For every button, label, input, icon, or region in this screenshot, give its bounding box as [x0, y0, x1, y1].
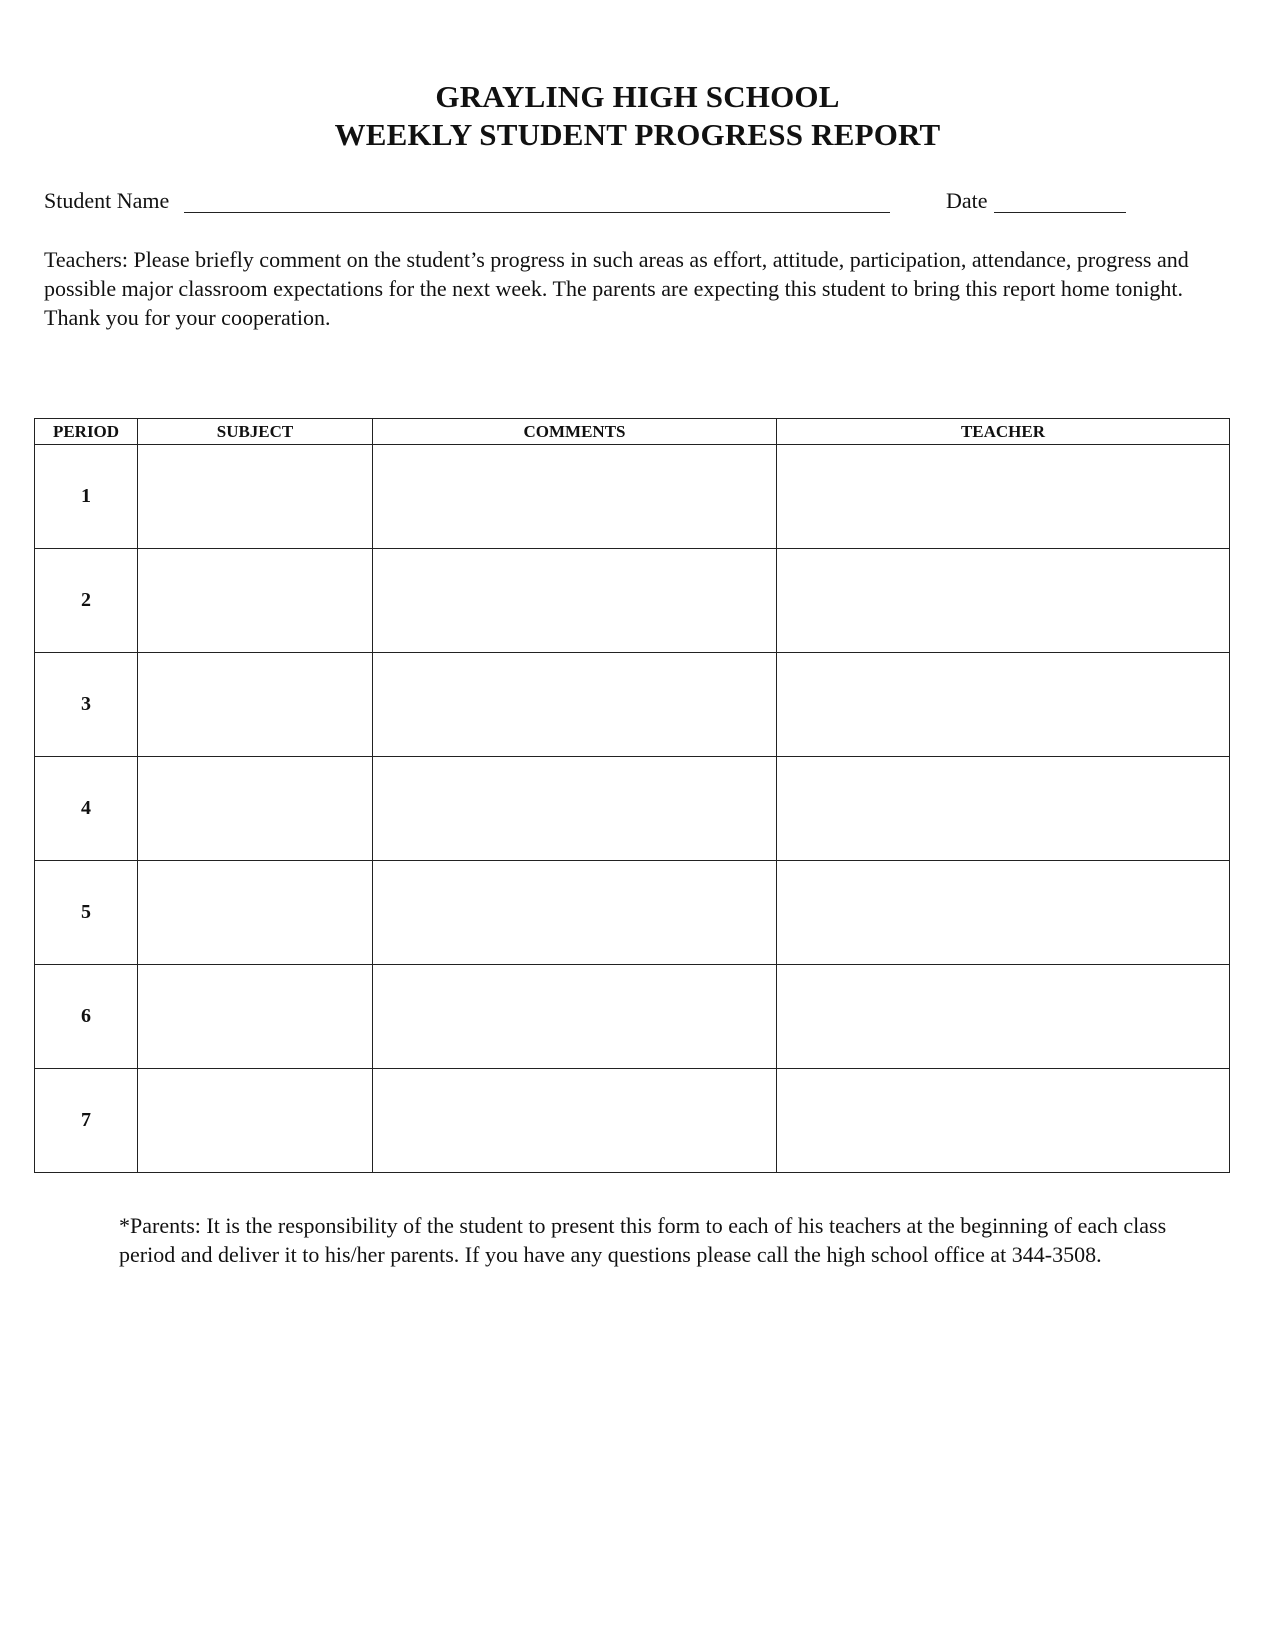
student-name-field[interactable] [184, 212, 890, 213]
subject-cell[interactable] [138, 1069, 373, 1173]
comments-cell[interactable] [373, 445, 777, 549]
school-name-heading: GRAYLING HIGH SCHOOL [435, 79, 840, 114]
parents-note: *Parents: It is the responsibility of the student to present this form to each of his teachers at the beginning of each class period and deliver it to his/her parents. If you have any questions please call the high school office at 344-3508. [119, 1213, 1167, 1267]
teacher-cell[interactable] [777, 965, 1230, 1069]
period-column-header: PERIOD [35, 419, 138, 445]
period-cell: 6 [35, 965, 138, 1069]
comments-column-header: COMMENTS [373, 419, 777, 445]
comments-cell[interactable] [373, 1069, 777, 1173]
table-header-row [35, 419, 1230, 445]
subject-cell[interactable] [138, 549, 373, 653]
table-row [35, 1069, 1230, 1173]
teacher-column-header: TEACHER [777, 419, 1230, 445]
comments-cell[interactable] [373, 653, 777, 757]
teacher-cell[interactable] [777, 445, 1230, 549]
subject-cell[interactable] [138, 757, 373, 861]
period-cell: 4 [35, 757, 138, 861]
period-cell: 3 [35, 653, 138, 757]
period-cell: 7 [35, 1069, 138, 1173]
date-field[interactable] [994, 212, 1126, 213]
table-row [35, 653, 1230, 757]
date-label: Date [946, 188, 988, 213]
table-row [35, 965, 1230, 1069]
subject-cell[interactable] [138, 653, 373, 757]
table-row [35, 445, 1230, 549]
teacher-cell[interactable] [777, 861, 1230, 965]
teacher-cell[interactable] [777, 549, 1230, 653]
subject-column-header: SUBJECT [138, 419, 373, 445]
teacher-cell[interactable] [777, 653, 1230, 757]
table-row [35, 861, 1230, 965]
comments-cell[interactable] [373, 861, 777, 965]
teacher-cell[interactable] [777, 757, 1230, 861]
table-row [35, 757, 1230, 861]
teacher-instructions: Teachers: Please briefly comment on the student’s progress in such areas as effort, attitude, participation, attendance, progress and possible major classroom expectations for the next week. The parents are expecting this student to bring this report home tonight. Thank you for your cooperation. [44, 247, 1189, 330]
student-name-label: Student Name [44, 188, 170, 213]
period-cell: 5 [35, 861, 138, 965]
teacher-cell[interactable] [777, 1069, 1230, 1173]
progress-table [34, 418, 1230, 1173]
comments-cell[interactable] [373, 965, 777, 1069]
period-cell: 1 [35, 445, 138, 549]
comments-cell[interactable] [373, 757, 777, 861]
table-row [35, 549, 1230, 653]
comments-cell[interactable] [373, 549, 777, 653]
subject-cell[interactable] [138, 965, 373, 1069]
student-info-row [44, 188, 1144, 218]
subject-cell[interactable] [138, 861, 373, 965]
subject-cell[interactable] [138, 445, 373, 549]
report-title-heading: WEEKLY STUDENT PROGRESS REPORT [334, 117, 941, 152]
period-cell: 2 [35, 549, 138, 653]
